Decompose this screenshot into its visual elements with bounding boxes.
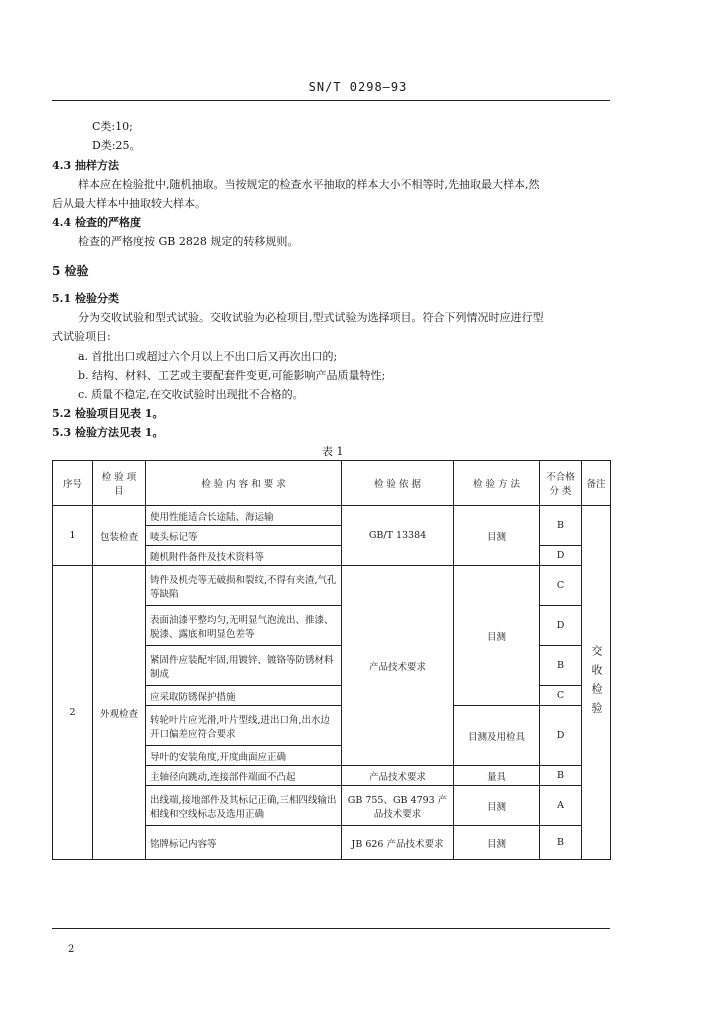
- row-content: 表面油漆平整均匀,无明显气泡流出、推漆、脱漆、露底和明显色差等: [146, 606, 342, 646]
- row-content: 使用性能适合长途陆、海运输: [146, 506, 342, 526]
- document-code-header: SN/T 0298—93: [308, 80, 408, 94]
- row-content: 铸件及机壳等无破损和裂纹,不得有夹渣,气孔等缺陷: [146, 566, 342, 606]
- row-class: B: [540, 826, 582, 860]
- remark-text: 交收检验: [590, 644, 603, 721]
- sampling-text-line-1: 样本应在检验批中,随机抽取。当按规定的检查水平抽取的样本大小不相等时,先抽取最大样本,然: [78, 178, 540, 191]
- row-class: B: [540, 506, 582, 546]
- section-4-3-heading: 4.3 抽样方法: [52, 159, 119, 172]
- header-no: 序号: [53, 461, 93, 506]
- row-content: 出线端,接地部件及其标记正确,三相四线输出相线和空线标志及选用正确: [146, 786, 342, 826]
- row-content: 主轴径向跳动,连接部件端面不凸起: [146, 766, 342, 786]
- group2-item: 外观检查: [93, 566, 146, 860]
- table-row: [53, 566, 611, 606]
- severity-text: 检查的严格度按 GB 2828 规定的转移规则。: [78, 235, 299, 248]
- row-content: 应采取防锈保护措施: [146, 686, 342, 706]
- row-class: D: [540, 706, 582, 766]
- row-content: 紧固件应装配牢固,用镀锌、镀铬等防锈材料制成: [146, 646, 342, 686]
- table-header-row: [53, 461, 611, 506]
- section-5-3-text: 5.3 检验方法见表 1。: [52, 426, 164, 439]
- classification-text-line-2: 式试验项目:: [52, 330, 111, 343]
- group2-method-visual: 目测: [454, 566, 540, 706]
- page-bottom-rule: [52, 928, 610, 929]
- table-row: [53, 506, 611, 526]
- row-class: C: [540, 566, 582, 606]
- group1-no: 1: [53, 506, 93, 566]
- row-class: A: [540, 786, 582, 826]
- header-content: 检 验 内 容 和 要 求: [146, 461, 342, 506]
- page-number: 2: [68, 944, 75, 955]
- class-c-sample: C类:10;: [92, 120, 133, 133]
- section-5-heading: 5 检验: [52, 264, 89, 278]
- row-content: 唛头标记等: [146, 526, 342, 546]
- header-class: 不合格 分 类: [540, 461, 582, 506]
- group1-basis: GB/T 13384: [342, 506, 454, 566]
- row-class: C: [540, 686, 582, 706]
- row-basis: JB 626 产品技术要求: [342, 826, 454, 860]
- group2-no: 2: [53, 566, 93, 860]
- classification-text-line-1: 分为交收试验和型式试验。交收试验为必检项目,型式试验为选择项目。符合下列情况时应进行型: [78, 311, 544, 324]
- section-5-1-heading: 5.1 检验分类: [52, 292, 119, 305]
- header-item: 检 验 项 目: [93, 461, 146, 506]
- row-method: 量具: [454, 766, 540, 786]
- header-method: 检 验 方 法: [454, 461, 540, 506]
- row-content: 导叶的安装角度,开度曲面应正确: [146, 746, 342, 766]
- row-content: 转轮叶片应光滑,叶片型线,进出口角,出水边开口偏差应符合要求: [146, 706, 342, 746]
- section-4-4-heading: 4.4 检查的严格度: [52, 216, 141, 229]
- section-5-2-text: 5.2 检验项目见表 1。: [52, 407, 164, 420]
- group1-method: 目测: [454, 506, 540, 566]
- header-basis: 检 验 依 据: [342, 461, 454, 506]
- row-basis: GB 755、GB 4793 产品技术要求: [342, 786, 454, 826]
- header-remark: 备注: [582, 461, 611, 506]
- row-basis: 产品技术要求: [342, 766, 454, 786]
- row-class: D: [540, 546, 582, 566]
- sampling-text-line-2: 后从最大样本中抽取较大样本。: [52, 197, 206, 210]
- row-method: 目测: [454, 826, 540, 860]
- row-class: B: [540, 646, 582, 686]
- remark-cell: [582, 506, 611, 860]
- inspection-table: [52, 460, 611, 860]
- row-method: 目测: [454, 786, 540, 826]
- group2-method-impeller: 目测及用检具: [454, 706, 540, 766]
- row-content: 随机附件备件及技术资料等: [146, 546, 342, 566]
- condition-a: a. 首批出口或超过六个月以上不出口后又再次出口的;: [78, 350, 338, 363]
- table-caption: 表 1: [322, 445, 344, 458]
- row-class: B: [540, 766, 582, 786]
- group2-basis: 产品技术要求: [342, 566, 454, 766]
- class-d-sample: D类:25。: [92, 139, 141, 152]
- row-class: D: [540, 606, 582, 646]
- row-content: 铭牌标记内容等: [146, 826, 342, 860]
- condition-b: b. 结构、材料、工艺或主要配套件变更,可能影响产品质量特性;: [78, 369, 386, 382]
- header-rule: [52, 100, 610, 101]
- group1-item: 包装检查: [93, 506, 146, 566]
- condition-c: c. 质量不稳定,在交收试验时出现批不合格的。: [78, 388, 304, 401]
